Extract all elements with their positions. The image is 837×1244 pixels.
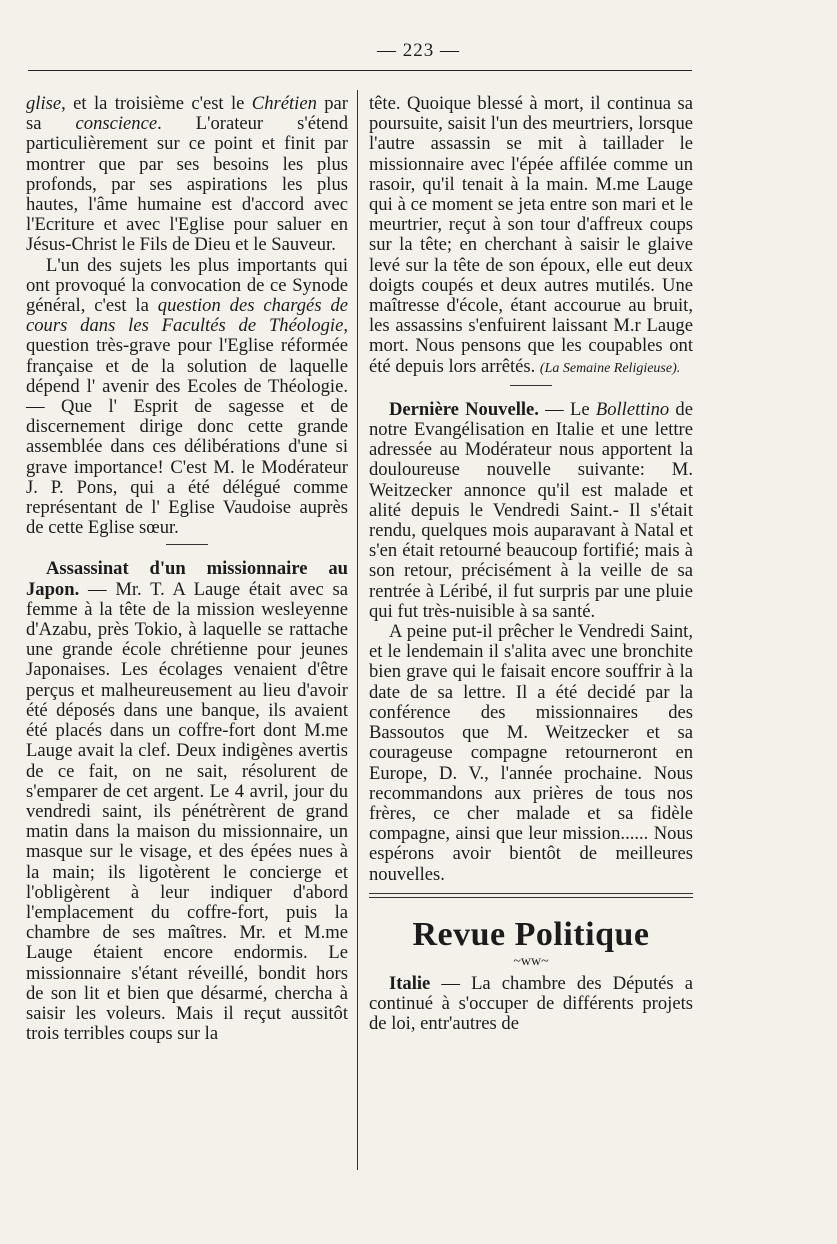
text: tête. Quoique blessé à mort, il continua sa poursuite, saisit l'un des meurtriers, lorsque l'autre assassin se mit à taillader le missionnaire avec l'épée affilée comme un rasoir, qu'il tenait à la main. M.me Lauge qui à ce moment se jeta entre son mari et le meurtrier, reçut à son tour d'affreux coups sur la tête; en cherchant à saisir le glaive levé sur la tête de son époux, elle eut deux doigts coupés et deux autres mutilés. Une maîtresse d'école, étant accourue au bruit, les assassins s'enfuirent laissant M.r Lauge mort. Nous pensons que les coupables ont été depuis lors arrêtés. <box>369 93 693 377</box>
separator <box>510 385 552 394</box>
text: par sa <box>26 93 349 135</box>
left-column <box>26 94 348 1044</box>
column-divider <box>357 90 358 1170</box>
text: — Le <box>538 398 596 420</box>
header-rule <box>28 70 692 71</box>
paragraph <box>26 256 348 539</box>
text: . L'orateur s'étend particulièrement sur ce point et finit par montrer que par ses besoins les plus profonds, par ses aspirations les plus hautes, l'âme humaine est d'accord avec l'Ecriture et avec l'Eglise pour saluer en Jésus-Christ le Fils de Dieu et le Sauveur. <box>26 113 349 256</box>
italic-text: Bollettino <box>595 398 670 420</box>
paragraph <box>369 94 693 379</box>
paragraph <box>26 94 348 256</box>
text: , question très-grave pour l'Eglise réformée française et de la solution de laquelle dépend l' avenir des Ecoles de Théologie. — Que l' Esprit de sagesse et de discernement dirige donc cette grande assemblée dans ces délibérations d'une si grave importance! C'est M. le Modérateur J. P. Pons, qui a été délégué comme représentant de l' Eglise Vaudoise auprès de cette Eglise sœur. <box>26 315 348 539</box>
right-column <box>369 94 693 1034</box>
text: , et la troisième c'est le <box>61 93 252 114</box>
text: L'un des sujets les plus importants qui ont provoqué la convocation de ce Synode général, c'est la <box>26 254 348 317</box>
page-number: — 223 — <box>377 40 460 61</box>
article-heading: Assassinat d'un missionnaire au Japon. <box>26 558 348 600</box>
source-citation: (La Semaine Religieuse). <box>539 360 681 376</box>
section-title: Revue Politique <box>412 915 650 953</box>
italic-text: glise <box>26 93 62 114</box>
italic-text: Chrétien <box>251 93 317 114</box>
article-heading: Italie <box>389 972 431 994</box>
italic-text: question des chargés de cours dans les Facultés de Théologie <box>26 295 349 337</box>
paragraph: A peine put-il prêcher le Vendredi Saint, et le lendemain il s'alita avec une bronchite bien grave qui le faisait encore souffrir à la date de sa lettre. Il a été decidé par la conférence des missionnaires des Bassoutos que M. Weitzecker et sa courageuse compagne retourneront en Europe, D. V., l'année prochaine. Nous recommandons aux prières de tous nos frères, ce cher malade et sa fidèle compagne, ainsi que leur mission...... Nous espérons avoir bientôt de meilleures nouvelles. <box>369 621 693 885</box>
italic-text: conscience <box>75 113 158 135</box>
text: — Mr. T. A Lauge était avec sa femme à la tête de la mission wesleyenne d'Azabu, près Tokio, à laquelle se rattache une grande école chrétienne pour jeunes Japonaises. Les écolages venaient d'être perçus et malheureusement au lieu d'avoir été déposés dans une banque, ils avaient été placés dans un coffre-fort dont M.me Lauge avait la clef. Deux indigènes avertis de ce fait, on ne sait, résolurent de s'emparer de cet argent. Le 4 avril, jour du vendredi saint, ils pénétrèrent de grand matin dans la maison du missionnaire, un masque sur le visage, et des épées nues à la main; ils ligotèrent le concierge et l'obligèrent à leur indiquer d'abord l'emplacement du coffre-fort, puis la chambre de ses maîtres. Mr. et M.me Lauge étaient encore endormis. Le missionnaire s'étant réveillé, bondit hors de son lit et bien que désarmé, chercha à saisir les voleurs. Mais il reçut aussitôt trois terribles coups sur la <box>26 578 348 1045</box>
text: de notre Evangélisation en Italie et une lettre adressée au Modérateur nous apportent la douloureuse nouvelle suivante: M. Weitzecker annonce qu'il est malade et alité depuis le Vendredi Saint.- Il s'était rendu, quelques mois auparavant à Natal et s'en était retourné beaucoup fortifié; mais à son retour, précisément à la veille de sa rentrée à Léribé, il fut surpris par une pluie qui fut très-nuisible à sa santé. <box>369 398 693 622</box>
separator <box>166 544 208 553</box>
article-paragraph <box>26 559 348 1044</box>
section-rule <box>369 893 693 898</box>
text: — La chambre des Députés a continué à s'occuper de différents projets de loi, entr'autres de <box>369 972 693 1035</box>
article-paragraph <box>369 974 693 1035</box>
article-paragraph <box>369 400 693 622</box>
article-heading: Dernière Nouvelle. <box>389 398 539 420</box>
ornament: ~ww~ <box>513 953 549 969</box>
